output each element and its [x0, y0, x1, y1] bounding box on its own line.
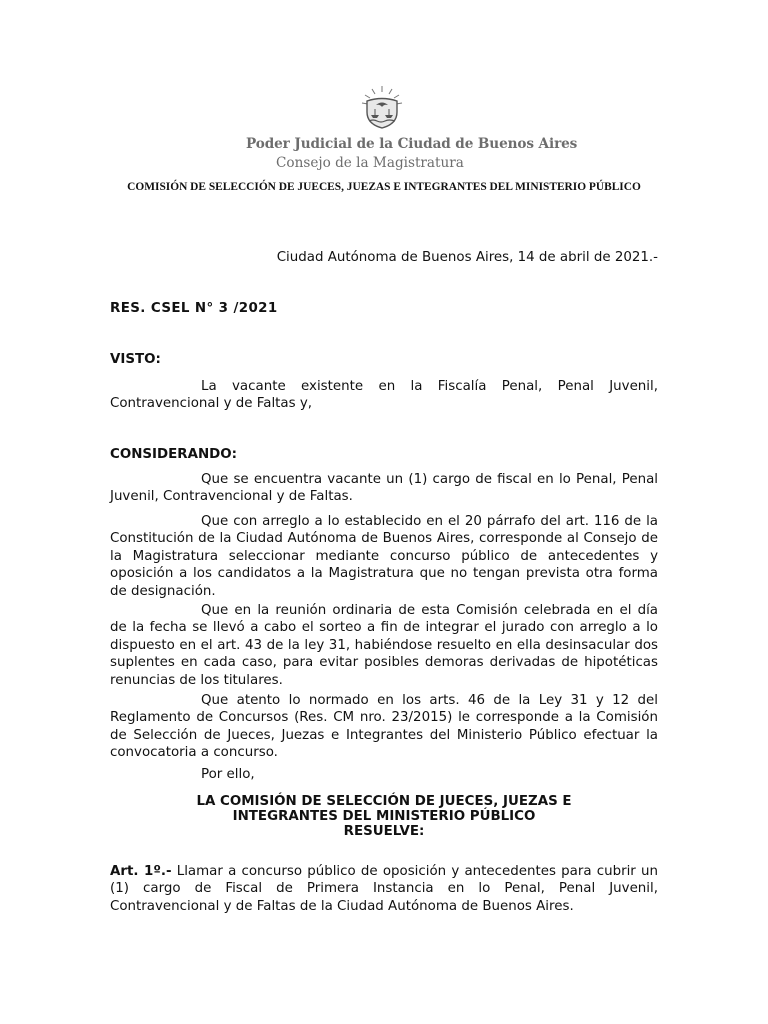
resolve-line-3: RESUELVE:: [343, 823, 425, 839]
closing-phrase: Por ello,: [201, 767, 255, 782]
visto-text: La vacante existente en la Fiscalía Penal, Penal Juvenil, Contravencional y de Faltas y,: [110, 379, 658, 412]
article-text: Llamar a concurso público de oposición y antecedentes para cubrir un (1) cargo de Fiscal de Primera Instancia en lo Penal, Penal Juvenil, Contravencional y de Faltas de la Ciudad Autónoma de Buenos Aires.: [110, 864, 658, 914]
date-line: Ciudad Autónoma de Buenos Aires, 14 de abril de 2021.-: [276, 250, 658, 265]
resolve-heading: [110, 795, 658, 839]
considerando-paragraph: Que se encuentra vacante un (1) cargo de fiscal en lo Penal, Penal Juvenil, Contravencional y de Faltas.: [110, 472, 658, 505]
article-label: Art. 1º.-: [110, 864, 172, 879]
considerando-paragraph: Que con arreglo a lo establecido en el 20 párrafo del art. 116 de la Constitución de la Ciudad Autónoma de Buenos Aires, corresponde al Consejo de la Magistratura seleccionar mediante concurso público de antecedentes y oposición a los candidatos a la Magistratura que no tengan prevista otra forma de designación.: [110, 514, 658, 599]
letterhead-body: Consejo de la Magistratura: [276, 155, 464, 171]
resolve-line-2: INTEGRANTES DEL MINISTERIO PÚBLICO: [232, 808, 536, 824]
considerando-paragraph: Que en la reunión ordinaria de esta Comisión celebrada en el día de la fecha se llevó a cabo el sorteo a fin de integrar el jurado con arreglo a lo dispuesto en el art. 43 de la ley 31, habiéndose resuelto en ella desinsacular dos suplentes en cada caso, para evitar posibles demoras derivadas de hipotéticas renuncias de los titulares.: [110, 603, 658, 688]
letterhead-institution: Poder Judicial de la Ciudad de Buenos Aires: [246, 136, 578, 152]
commission-header: COMISIÓN DE SELECCIÓN DE JUECES, JUEZAS E INTEGRANTES DEL MINISTERIO PÚBLICO: [127, 181, 641, 193]
visto-heading: VISTO:: [110, 352, 161, 367]
considerando-paragraph: Que atento lo normado en los arts. 46 de la Ley 31 y 12 del Reglamento de Concursos (Res. CM nro. 23/2015) le corresponde a la Comisión de Selección de Jueces, Juezas e Integrantes del Ministerio Público efectuar la convocatoria a concurso.: [110, 693, 658, 761]
resolve-line-1: LA COMISIÓN DE SELECCIÓN DE JUECES, JUEZAS E: [196, 794, 572, 809]
article-1: [110, 863, 658, 915]
resolution-number: RES. CSEL N° 3 /2021: [110, 301, 278, 316]
letterhead: [246, 84, 578, 172]
considerando-heading: CONSIDERANDO:: [110, 447, 238, 462]
city-coat-of-arms-icon: [359, 84, 405, 130]
